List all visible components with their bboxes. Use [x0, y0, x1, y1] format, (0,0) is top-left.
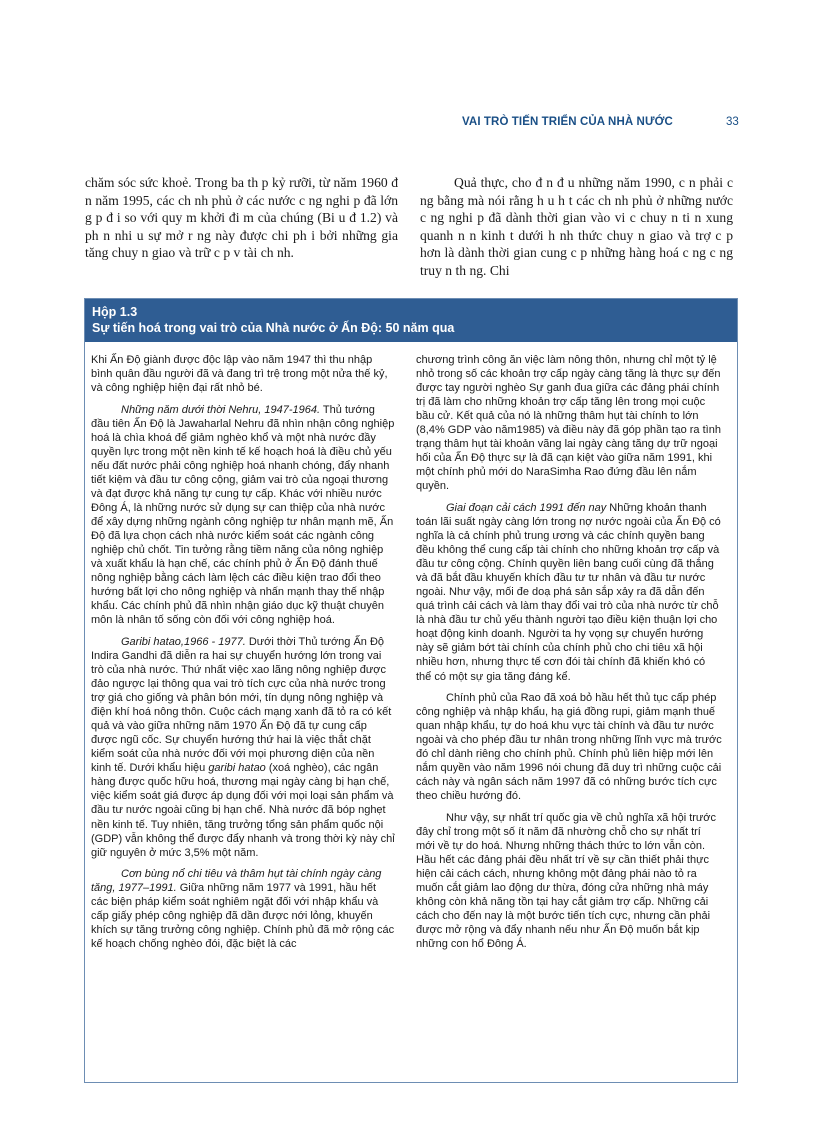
- box-paragraph: chương trình công ăn việc làm nông thôn, nhưng chỉ một tỷ lệ nhỏ trong số các khoản trợ cấp ngày càng tăng là thực sự đến được tay người nghèo Sự ganh đua giữa các đảng phái chính trị đã làm cho những khoản trợ cấp tăng lên trong mọi cuộc bầu cử. Kết quả của nó là những thâm hụt tài chính to lớn (8,4% GDP vào năm1985) và điều này đã góp phần tạo ra tình trạng thâm hụt tài khoản vãng lai ngày càng tăng dự trữ ngoại hối của Ấn Độ thực sự là đã cạn kiệt vào giữa năm 1991, khi một chính phủ mới do NaraSimha Rao đứng đầu lên nắm quyền.: [416, 354, 721, 493]
- section-heading: Garibi hatao,1966 - 1977.: [121, 635, 246, 648]
- paragraph-text: Thủ tướng đầu tiên Ấn Độ là Jawaharlal Nehru đã nhìn nhận công nghiệp hoá là chìa khoá để giảm nghèo khổ và một nhà nước đầy quyền lực trong một nền kinh tế kế hoạch hoá là điều chủ yếu nếu đất nước phải công nghiệp hoá nhanh chóng, đẩy nhanh tiết kiệm và đầu tư công cộng, giảm vai trò của ngoại thương và đạt được khả năng tự cung tự cấp. Khác với nhiều nước Đông Á, là những nước sử dụng sự can thiệp của nhà nước để xây dựng những ngành công nghiệp tư nhân mạnh mẽ, Ấn Độ đã lựa chọn cách nhà nước kiểm soát các ngành công nghiệp chủ chốt. Tin tưởng rằng tiềm năng của nông nghiệp và xuất khẩu là hạn chế, các chính phủ ở Ấn Độ đánh thuế nông nghiệp bằng cách làm lệch các điều kiện trao đổi theo hướng bất lợi cho nông nghiệp và nhấn mạnh thay thế nhập khẩu. Các chính phủ đã nhìn nhận giáo dục kỹ thuật chuyên môn là nhân tố sống còn đối với công nghiệp hoá.: [91, 403, 395, 627]
- section-heading: Giai đoạn cải cách 1991 đến nay: [446, 501, 607, 514]
- section-heading: Cơn bùng nổ chi tiêu và thâm hụt tài chính ngày càng tăng, 1977–1991.: [91, 868, 382, 895]
- box-paragraph: [416, 501, 722, 684]
- paragraph-text: (xoá nghèo), các ngân hàng được quốc hữu hoá, thương mại ngày càng bị hạn chế, việc kiểm soát giá được áp dụng đối với mọi loại sản phẩm và đầu tư nước ngoài cũng bị hạn chế. Nhà nước đã bóp nghẹt nền kinh tế. Tuy nhiên, tăng trưởng tổng sản phẩm quốc nội (GDP) vẫn không thể được đẩy nhanh và trong thời kỳ này chỉ giữ nguyên ở mức 3,5% một năm.: [91, 762, 395, 859]
- italic-term: garibi hatao: [208, 762, 266, 775]
- top-right-paragraph: Quả thực, cho đ n đ u những năm 1990, c n phải c ng bằng mà nói rằng h u h t các ch nh phủ ở những nước c ng nghi p đã dành thời gian vào vi c chuy n ti n xung quanh n n kinh t dưới h nh thức chuy n giao và trợ c p hơn là dành thời gian cung c p những hàng hoá c ng c ng truy n th ng. Chi: [420, 175, 733, 278]
- box-paragraph: Như vậy, sự nhất trí quốc gia về chủ nghĩa xã hội trước đây chỉ trong một số ít năm đã nhường chỗ cho sự nhất trí mới về tự do hoá. Nhưng những thách thức to lớn vẫn còn. Hầu hết các đảng phái đều nhất trí về sự cần thiết phải thực hiện cải cách cách, nhưng không một đảng phái nào tỏ ra muốn cắt giảm lao động dư thừa, đóng cửa những nhà máy không còn khả năng tồn tại hay cắt giảm trợ cấp. Những cải cách cho đến nay là một bước tiến tích cực, nhưng cần phải được mở rộng và đẩy nhanh nếu như Ấn Độ muốn bắt kịp những con hổ Đông Á.: [416, 811, 717, 951]
- box-column-left: [91, 353, 395, 959]
- box-paragraph: [91, 867, 395, 951]
- box-header: [85, 299, 737, 342]
- paragraph-text: Những khoản thanh toán lãi suất ngày càng lớn trong nợ nước ngoài của Ấn Độ có nghĩa là cả chính phủ trung ương và các chính quyền bang đều không thể cung cấp tài chính cho những khoản trợ cấp và đầu tư công cộng. Chính quyền liên bang cuối cùng đã thắng và đã bắt đầu khuyến khích đầu tư tư nhân và đầu tư nước ngoài. Như vậy, mối đe doạ phá sản sắp xảy ra đã dẫn đến quá trình cải cách và làm thay đổi vai trò của nhà nước từ chỗ là nhà đầu tư chủ yếu thành người tạo điều kiện thuận lợi cho hoạt động kinh doanh. Người ta hy vọng sự chuyển hướng này sẽ giảm bớt tài chính của chính phủ cho chi tiêu xã hội nhiều hơn, nhưng thực tế cơn đói tài chính đã khiến khó có thể có một sự gia tăng đáng kể.: [416, 501, 721, 683]
- paragraph-text: Dưới thời Thủ tướng Ấn Độ Indira Gandhi đã diễn ra hai sự chuyển hướng lớn trong vai trò của nhà nước. Thứ nhất việc xao lãng nông nghiệp được đảo ngược lại thông qua vai trò tích cực của nhà nước trong trợ giá cho giống và phân bón mới, tín dụng nông nghiệp và điện khí hoá nông thôn. Cuộc cách mạng xanh đã tỏ ra có kết quả và vào giữa những năm 1970 Ấn Độ đã tự cung cấp được ngũ cốc. Sự chuyển hướng thứ hai là việc thắt chặt kiểm soát của nhà nước đối với mọi phương diện của nền kinh tế. Dưới khẩu hiệu: [91, 635, 392, 775]
- box-column-right: [416, 353, 722, 959]
- box-paragraph: Chính phủ của Rao đã xoá bỏ hầu hết thủ tục cấp phép công nghiệp và nhập khẩu, hạ giá đồng rupi, giảm mạnh thuế quan nhập khẩu, tự do hoá khu vực tài chính và đầu tư nước ngoài và cho phép đầu tư nhân trong những lĩnh vực mà trước đó chỉ dành riêng cho chính phủ. Chính phủ liên hiệp mới lên nắm quyền vào năm 1996 nói chung đã duy trì những cuộc cải cách này và ngân sách năm 1997 đã có những bước tích cực theo chiều hướng đó.: [416, 692, 722, 803]
- page-number: 33: [726, 116, 739, 128]
- box-paragraph: [91, 635, 395, 860]
- paragraph-text: Giữa những năm 1977 và 1991, hầu hết các biện pháp kiểm soát nghiêm ngặt đối với nhập khẩu và cấp giấy phép công nghiệp đã dần được nới lỏng, khuyến khích sự tăng trưởng công nghiệp. Chính phủ đã mở rộng các kế hoạch chống nghèo đói, đặc biệt là các: [91, 882, 395, 951]
- top-column-right: [420, 174, 733, 280]
- section-heading: Những năm dưới thời Nehru, 1947-1964.: [121, 403, 321, 416]
- box-title: Sự tiến hoá trong vai trò của Nhà nước ở Ấn Độ: 50 năm qua: [92, 321, 455, 335]
- running-header: [0, 116, 816, 136]
- box-paragraph: Khi Ấn Độ giành được độc lập vào năm 1947 thì thu nhập bình quân đầu người đã và đang trì trệ trong một nửa thế kỷ, và công nghiệp hiện đại rất nhỏ bé.: [91, 354, 388, 395]
- box-paragraph: [91, 403, 395, 628]
- top-column-left: [85, 174, 398, 262]
- top-left-paragraph: chăm sóc sức khoẻ. Trong ba th p kỷ rưỡi, từ năm 1960 đ n năm 1995, các ch nh phủ ở các nước c ng nghi p đã lớn g p đ i so với quy m khởi đi m của chúng (Bi u đ 1.2) và ph n nhi u sự mở r ng này được chi ph i bởi những gia tăng chuy n giao và trữ c p v tài ch nh.: [85, 175, 398, 261]
- running-title: VAI TRÒ TIẾN TRIỂN CỦA NHÀ NƯỚC: [462, 116, 673, 128]
- box-label: Hộp 1.3: [92, 305, 138, 319]
- sidebar-box: [84, 298, 738, 1083]
